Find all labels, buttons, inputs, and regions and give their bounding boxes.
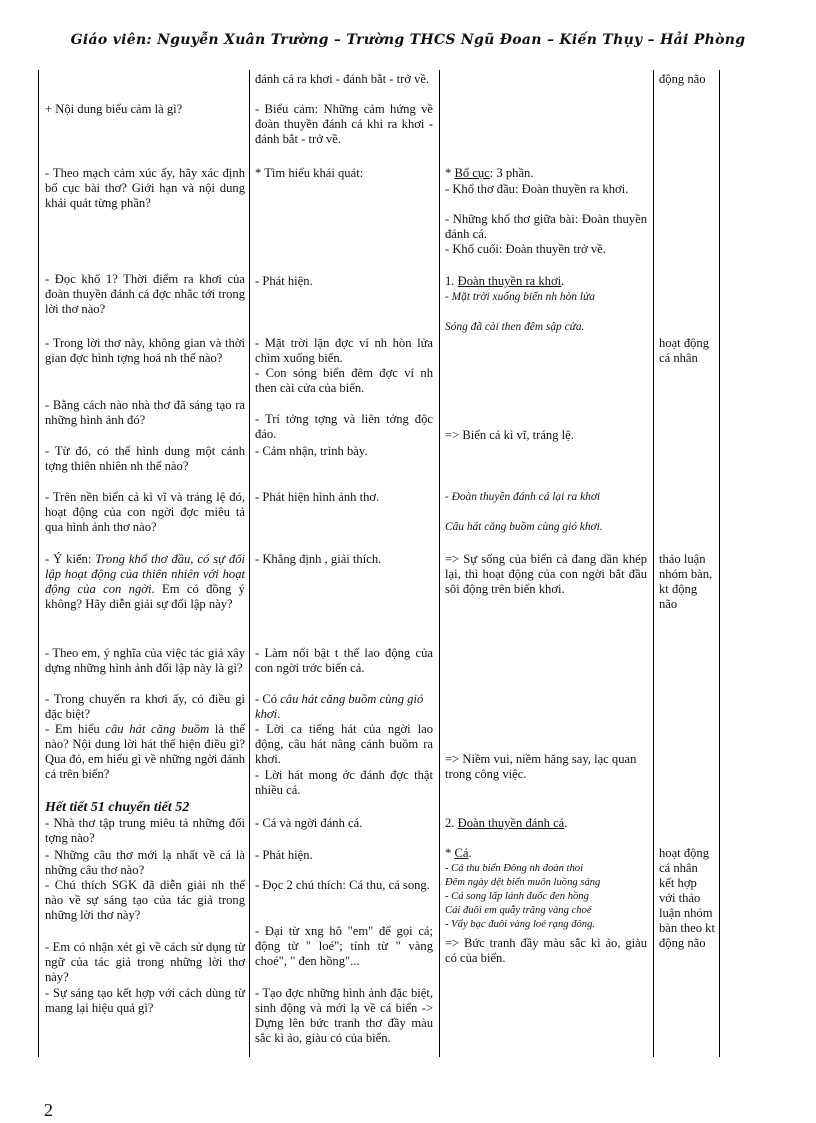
activity: - Trí tởng tợng và liên tởng độc đáo. <box>255 412 433 441</box>
poem-quote: Cái đuôi em quẫy trăng vàng choé <box>445 905 592 916</box>
poem-quote: - Mặt trời xuống biển nh hòn lửa <box>445 291 595 303</box>
activity: - Phát hiện. <box>255 848 313 862</box>
activity: * Tìm hiểu khái quát: <box>255 166 364 180</box>
activity: - Làm nổi bật t thế lao động của con ngời trớc biển cả. <box>255 646 433 675</box>
lesson-table <box>38 70 720 1057</box>
poem-quote: Câu hát căng buồm cùng gió khơi. <box>445 521 603 533</box>
content-item: - Khổ cuối: Đoàn thuyền trở về. <box>445 242 606 256</box>
content-item: * Bố cục: 3 phần. <box>445 166 534 180</box>
question: - Em hiểu câu hát căng buồm là thế nào? Nội dung lời hát thể hiện điều gì? Qua đó, em hiểu gì về những ngời đánh cá trên biển? <box>45 722 246 781</box>
conclusion: => Sự sống của biển cả đang dần khép lại, thì hoạt động của con ngời bắt đầu sôi động trên biển khơi. <box>445 552 647 596</box>
question: - Đọc khổ 1? Thời điểm ra khơi của đoàn thuyền đánh cá đợc nhắc tới trong lời thơ nào? <box>45 272 245 316</box>
activity: - Đọc 2 chú thích: Cá thu, cá song. <box>255 878 430 892</box>
question: - Theo mạch cảm xúc ấy, hãy xác định bố cục bài thơ? Giới hạn và nội dung khái quát từng phần? <box>45 166 245 210</box>
question: - Trong chuyến ra khơi ấy, có điều gì đặc biệt? <box>45 692 245 721</box>
poem-quote: Đêm ngày dệt biển muôn luồng sáng <box>445 877 601 888</box>
question: - Em có nhận xét gì về cách sử dụng từ ngữ của tác giả trong những lời thơ này? <box>45 940 245 984</box>
question: - Sự sáng tạo kết hợp với cách dùng từ mang lại hiệu quả gì? <box>45 986 245 1015</box>
activity: - Phát hiện. <box>255 274 313 288</box>
activity: - Con sóng biển đêm đợc ví nh then cài cửa của biển. <box>255 366 433 395</box>
question: - Theo em, ý nghĩa của việc tác giả xây dựng những hình ảnh đối lập này là gì? <box>45 646 245 675</box>
activity: - Có câu hát căng buồm cùng gió khơi. <box>255 692 424 721</box>
activity: - Khẳng định , giải thích. <box>255 552 382 566</box>
method-note: hoạt động cá nhân <box>659 336 710 365</box>
method-note: hoạt động cá nhân kết hợp với thảo luận nhóm bàn theo kt động não <box>659 846 715 950</box>
page-number: 2 <box>44 1100 53 1120</box>
section-heading: 2. Đoàn thuyền đánh cá. <box>445 816 568 830</box>
poem-quote: - Cá song lấp lánh đuốc đen hồng <box>445 891 589 902</box>
section-heading: 1. Đoàn thuyền ra khơi. <box>445 274 565 288</box>
lesson-transition: Hết tiết 51 chuyển tiết 52 <box>45 800 190 815</box>
question: - Từ đó, có thể hình dung một cảnh tợng thiên nhiên nh thế nào? <box>45 444 245 473</box>
question: - Chú thích SGK đã diễn giải nh thế nào về sự sáng tạo của tác giả trong những lời thơ này? <box>45 878 245 922</box>
question: - Bằng cách nào nhà thơ đã sáng tạo ra những hình ảnh đó? <box>45 398 245 427</box>
activity: - Đại từ xng hô "em" để gọi cá; động từ " loé"; tính từ " vàng choé", " đen hồng"... <box>255 924 433 968</box>
method-note: động não <box>659 72 706 86</box>
method-note: thảo luận nhóm bàn, kt động não <box>659 552 713 611</box>
activity: - Biểu cảm: Những cảm hứng về đoàn thuyền đánh cá khi ra khơi - đánh bắt - trở về. <box>255 102 433 146</box>
conclusion: => Bức tranh đầy màu sắc kì ảo, giàu có của biển. <box>445 936 647 965</box>
content-item: - Những khổ thơ giữa bài: Đoàn thuyền đánh cá. <box>445 212 647 241</box>
question: - Trên nền biển cả kì vĩ và tráng lệ đó, hoạt động của con ngời đợc miêu tả qua hình ảnh thơ nào? <box>45 490 245 534</box>
question: - Trong lời thơ này, không gian và thời gian đợc hình tợng hoá nh thế nào? <box>45 336 245 365</box>
activity: - Cảm nhận, trình bày. <box>255 444 368 458</box>
question: + Nội dung biểu cảm là gì? <box>45 102 183 116</box>
question: - Nhà thơ tập trung miêu tả những đối tợng nào? <box>45 816 245 845</box>
content-item: - Khổ thơ đầu: Đoàn thuyền ra khơi. <box>445 182 629 196</box>
poem-quote: Sóng đã cài then đêm sập cửa. <box>445 321 585 333</box>
conclusion: => Niềm vui, niềm hăng say, lạc quan trong công việc. <box>445 752 637 781</box>
question: - Những câu thơ mới lạ nhất về cá là những câu thơ nào? <box>45 848 245 877</box>
page-header: Giáo viên: Nguyễn Xuân Trường – Trường THCS Ngũ Đoan – Kiến Thụy – Hải Phòng <box>70 32 746 48</box>
sub-heading: * Cá. <box>445 846 472 860</box>
activity: - Tạo đợc những hình ảnh đặc biệt, sinh động và mới lạ về cá biển -> Dựng lên bức tranh thơ đầy màu sắc kì ảo, giàu có của biển. <box>255 986 433 1045</box>
column-divider <box>249 70 250 1057</box>
activity: - Lời ca tiếng hát của ngời lao động, câu hát nâng cánh buồm ra khơi. <box>255 722 433 766</box>
activity: - Cá và ngời đánh cá. <box>255 816 363 830</box>
column-divider <box>653 70 654 1057</box>
question: - Ý kiến: Trong khổ thơ đầu, có sự đối lập hoạt động của thiên nhiên với hoạt động của con ngời. Em có đồng ý không? Hãy diễn giải sự đối lập này? <box>45 552 246 611</box>
conclusion: => Biển cả kì vĩ, tráng lệ. <box>445 428 574 442</box>
activity: - Phát hiện hình ảnh thơ. <box>255 490 380 504</box>
poem-quote: - Cá thu biển Đông nh đoàn thoi <box>445 863 584 874</box>
poem-quote: - Vẩy bạc đuôi vàng loé rạng đông. <box>445 919 596 930</box>
activity: - Lời hát mong ớc đánh đợc thật nhiều cá. <box>255 768 433 797</box>
poem-quote: - Đoàn thuyền đánh cá lại ra khơi <box>445 491 601 503</box>
activity: đánh cá ra khơi - đánh bắt - trở về. <box>255 72 430 86</box>
column-divider <box>439 70 440 1057</box>
activity: - Mặt trời lặn đợc ví nh hòn lửa chìm xuống biển. <box>255 336 433 365</box>
